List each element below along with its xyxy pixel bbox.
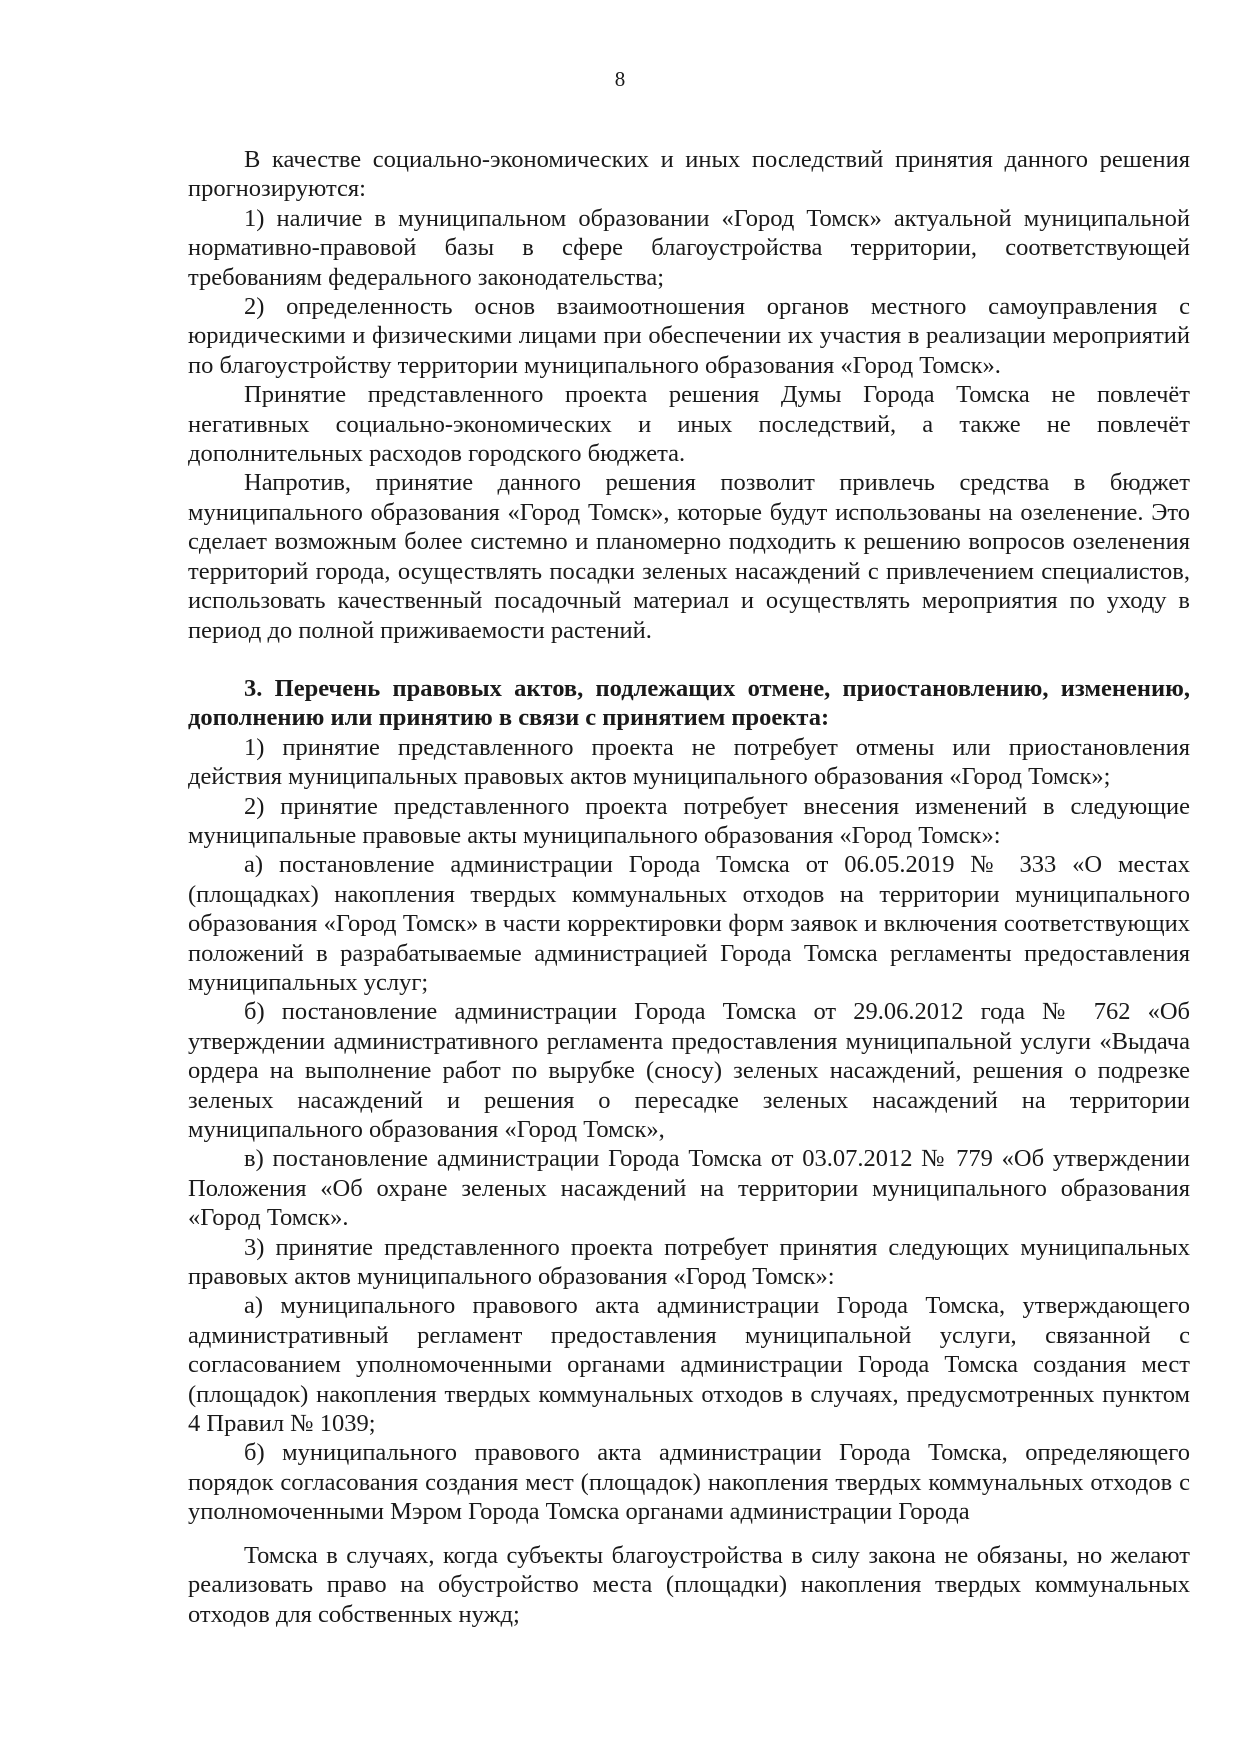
page-number: 8 bbox=[614, 67, 626, 91]
legal-acts-item-3b: б) муниципального правового акта администрации Города Томска, определяющего порядок согласования создания мест (площадок) накопления твердых коммунальных отходов с уполномоченными Мэром Города Томска органами администрации Города bbox=[188, 1439, 1190, 1526]
consequence-item-1: 1) наличие в муниципальном образовании «Город Томск» актуальной муниципальной нормативно-правовой базы в сфере благоустройства территории, соответствующей требованиям федерального законодательства; bbox=[188, 204, 1190, 291]
section-3-heading: 3. Перечень правовых актов, подлежащих отмене, приостановлению, изменению, дополнению или принятию в связи с принятием проекта: bbox=[188, 674, 1190, 732]
legal-acts-item-2a: а) постановление администрации Города Томска от 06.05.2019 № 333 «О местах (площадках) накопления твердых коммунальных отходов на территории муниципального образования «Город Томск» в части корректировки форм заявок и включения соответствующих положений в разрабатываемые администрацией Города Томска регламенты предоставления муниципальных услуг; bbox=[188, 851, 1190, 996]
legal-acts-item-2c: в) постановление администрации Города Томска от 03.07.2012 № 779 «Об утверждении Положения «Об охране зеленых насаждений на территории муниципального образования «Город Томск». bbox=[188, 1145, 1190, 1232]
document-body bbox=[188, 145, 1190, 1629]
consequences-intro: В качестве социально-экономических и иных последствий принятия данного решения прогнозируются: bbox=[188, 146, 1190, 203]
legal-acts-item-1: 1) принятие представленного проекта не потребует отмены или приостановления действия муниципальных правовых актов муниципального образования «Город Томск»; bbox=[188, 733, 1190, 791]
legal-acts-item-3: 3) принятие представленного проекта потребует принятия следующих муниципальных правовых актов муниципального образования «Город Томск»: bbox=[188, 1233, 1190, 1291]
legal-acts-item-3a: а) муниципального правового акта администрации Города Томска, утверждающего административный регламент предоставления муниципальной услуги, связанной с согласованием уполномоченными органами администрации Города Томска создания мест (площадок) накопления твердых коммунальных отходов в случаях, предусмотренных пунктом 4 Правил № 1039; bbox=[188, 1292, 1190, 1438]
legal-acts-item-2b: б) постановление администрации Города Томска от 29.06.2012 года № 762 «Об утверждении административного регламента предоставления муниципальной услуги «Выдача ордера на выполнение работ по вырубке (сносу) зеленых насаждений, решения о подрезке зеленых насаждений и решения о пересадке зеленых насаждений на территории муниципального образования «Город Томск», bbox=[188, 998, 1190, 1143]
legal-acts-item-2: 2) принятие представленного проекта потребует внесения изменений в следующие муниципальные правовые акты муниципального образования «Город Томск»: bbox=[188, 792, 1190, 849]
legal-acts-item-3b-continuation: Томска в случаях, когда субъекты благоустройства в силу закона не обязаны, но желают реализовать право на обустройство места (площадки) накопления твердых коммунальных отходов для собственных нужд; bbox=[188, 1541, 1190, 1628]
no-negative-consequences-paragraph: Принятие представленного проекта решения Думы Города Томска не повлечёт негативных социально-экономических и иных последствий, а также не повлечёт дополнительных расходов городского бюджета. bbox=[188, 381, 1190, 468]
budget-benefit-paragraph: Напротив, принятие данного решения позволит привлечь средства в бюджет муниципального образования «Город Томск», которые будут использованы на озеленение. Это сделает возможным более системно и планомерно подходить к решению вопросов озеленения территорий города, осуществлять посадки зеленых насаждений с привлечением специалистов, использовать качественный посадочный материал и осуществлять мероприятия по уходу в период до полной приживаемости растений. bbox=[188, 469, 1190, 644]
consequence-item-2: 2) определенность основ взаимоотношения органов местного самоуправления с юридическими и физическими лицами при обеспечении их участия в реализации мероприятий по благоустройству территории муниципального образования «Город Томск». bbox=[188, 293, 1190, 379]
